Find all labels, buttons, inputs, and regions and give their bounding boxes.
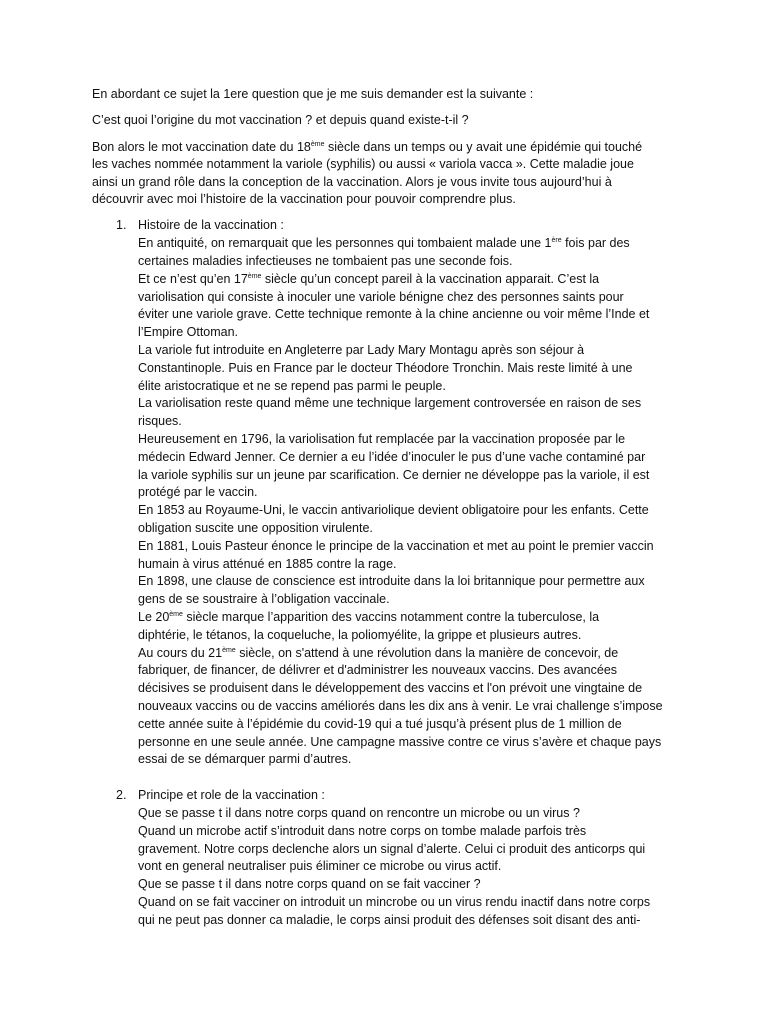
text-line: Que se passe t il dans notre corps quand on rencontre un microbe ou un virus ?: [138, 805, 580, 820]
text-line: humain à virus atténué en 1885 contre la rage.: [138, 556, 397, 571]
text-line: personne en une seule année. Une campagne massive contre ce virus s’avère et chaque pays: [138, 734, 662, 749]
text-line: En 1853 au Royaume-Uni, le vaccin antivariolique devient obligatoire pour les enfants. Cette: [138, 503, 649, 518]
section-heading: Histoire de la vaccination :: [138, 218, 284, 233]
text-line: En 1898, une clause de conscience est introduite dans la loi britannique pour permettre aux: [138, 574, 645, 589]
intro-question-line: En abordant ce sujet la 1ere question que je me suis demander est la suivante :: [92, 87, 534, 101]
text-line: la variole syphilis sur un jeune par scarification. Ce dernier ne développe pas la variole, il est: [138, 467, 650, 482]
text-line: obligation suscite une opposition virulente.: [138, 520, 373, 535]
text-line: variolisation qui consiste à inoculer une variole bénigne chez des personnes saints pour: [138, 289, 624, 304]
text-line: Quand un microbe actif s’introduit dans notre corps on tombe malade parfois très: [138, 823, 587, 838]
text-line: La variole fut introduite en Angleterre par Lady Mary Montagu après son séjour à: [138, 343, 585, 358]
text-line: Quand on se fait vacciner on introduit un mincrobe ou un virus rendu inactif dans notre corps: [138, 894, 651, 909]
text-line: éviter une variole grave. Cette technique remonte à la chine ancienne ou voir même l’Inde et: [138, 307, 650, 322]
text-line: gens de se soustraire à l’obligation vaccinale.: [138, 592, 390, 607]
text-line: gravement. Notre corps declenche alors un signal d’alerte. Celui ci produit des anticorps qui: [138, 841, 646, 856]
document-page: [92, 86, 682, 930]
text-line: Que se passe t il dans notre corps quand on se fait vacciner ?: [138, 877, 481, 892]
text-line: qui ne peut pas donner ca maladie, le corps ainsi produit des défenses soit disant des anti-: [138, 912, 641, 927]
text-line: élite aristocratique et ne se repend pas parmi le peuple.: [138, 378, 446, 393]
text-line: médecin Edward Jenner. Ce dernier a eu l’idée d’inoculer le pus d’une vache contaminé par: [138, 449, 646, 464]
text-line: diphtérie, le tétanos, la coqueluche, la poliomyélite, la grippe et plusieurs autres.: [138, 627, 582, 642]
text-line: Heureusement en 1796, la variolisation fut remplacée par la vaccination proposée par le: [138, 432, 626, 446]
text-line: ainsi un grand rôle dans la conception de la vaccination. Alors je vous invite tous aujourd’hui à: [92, 174, 612, 189]
text-line: fabriquer, de financer, de délivrer et d'administrer les nouveaux vaccins. Des avancées: [138, 663, 618, 678]
section-heading: Principe et role de la vaccination :: [138, 788, 325, 803]
text-line: découvrir avec moi l’histoire de la vaccination pour pouvoir comprendre plus.: [92, 192, 516, 207]
text-line: l’Empire Ottoman.: [138, 325, 239, 340]
section-number: 1.: [116, 218, 127, 233]
text-line: Bon alors le mot vaccination date du 18ème siècle dans un temps ou y avait une épidémie qui touché: [92, 139, 643, 154]
intro-paragraph: [92, 139, 682, 209]
text-line: vont en general neutraliser puis éliminer ce microbe ou virus actif.: [138, 859, 502, 874]
section-history: [92, 217, 682, 769]
text-line: En 1881, Louis Pasteur énonce le principe de la vaccination et met au point le premier vaccin: [138, 538, 654, 553]
text-line: Le 20ème siècle marque l’apparition des vaccins notamment contre la tuberculose, la: [138, 609, 600, 624]
intro-origin-question: C’est quoi l’origine du mot vaccination ? et depuis quand existe-t-il ?: [92, 113, 469, 128]
section-body: [138, 217, 682, 769]
text-line: décisives se produisent dans le développement des vaccins et l'on prévoit une vingtaine de: [138, 681, 643, 696]
text-line: essai de se démarquer parmi d’autres.: [138, 752, 352, 767]
text-line: La variolisation reste quand même une technique largement controversée en raison de ses: [138, 396, 642, 411]
text-line: risques.: [138, 414, 182, 429]
text-line: les vaches nommée notamment la variole (syphilis) ou aussi « variola vacca ». Cette maladie joue: [92, 157, 634, 172]
section-body: [138, 787, 682, 929]
text-line: certaines maladies infectieuses ne tombaient pas une seconde fois.: [138, 254, 513, 269]
section-number: 2.: [116, 788, 127, 803]
text-line: cette année suite à l’épidémie du covid-19 qui a tué jusqu’à présent plus de 1 million de: [138, 716, 622, 731]
text-line: nouveaux vaccins ou de vaccins améliorés dans les dix ans à venir. Le vrai challenge s’impose: [138, 698, 663, 713]
text-line: Constantinople. Puis en France par le docteur Théodore Tronchin. Mais reste limité à une: [138, 360, 633, 375]
text-line: Et ce n’est qu’en 17ème siècle qu’un concept pareil à la vaccination apparait. C’est la: [138, 271, 600, 286]
section-principle: [92, 787, 682, 929]
text-line: En antiquité, on remarquait que les personnes qui tombaient malade une 1ère fois par des: [138, 236, 630, 251]
text-line: protégé par le vaccin.: [138, 485, 258, 500]
text-line: Au cours du 21ème siècle, on s'attend à une révolution dans la manière de concevoir, de: [138, 645, 619, 660]
